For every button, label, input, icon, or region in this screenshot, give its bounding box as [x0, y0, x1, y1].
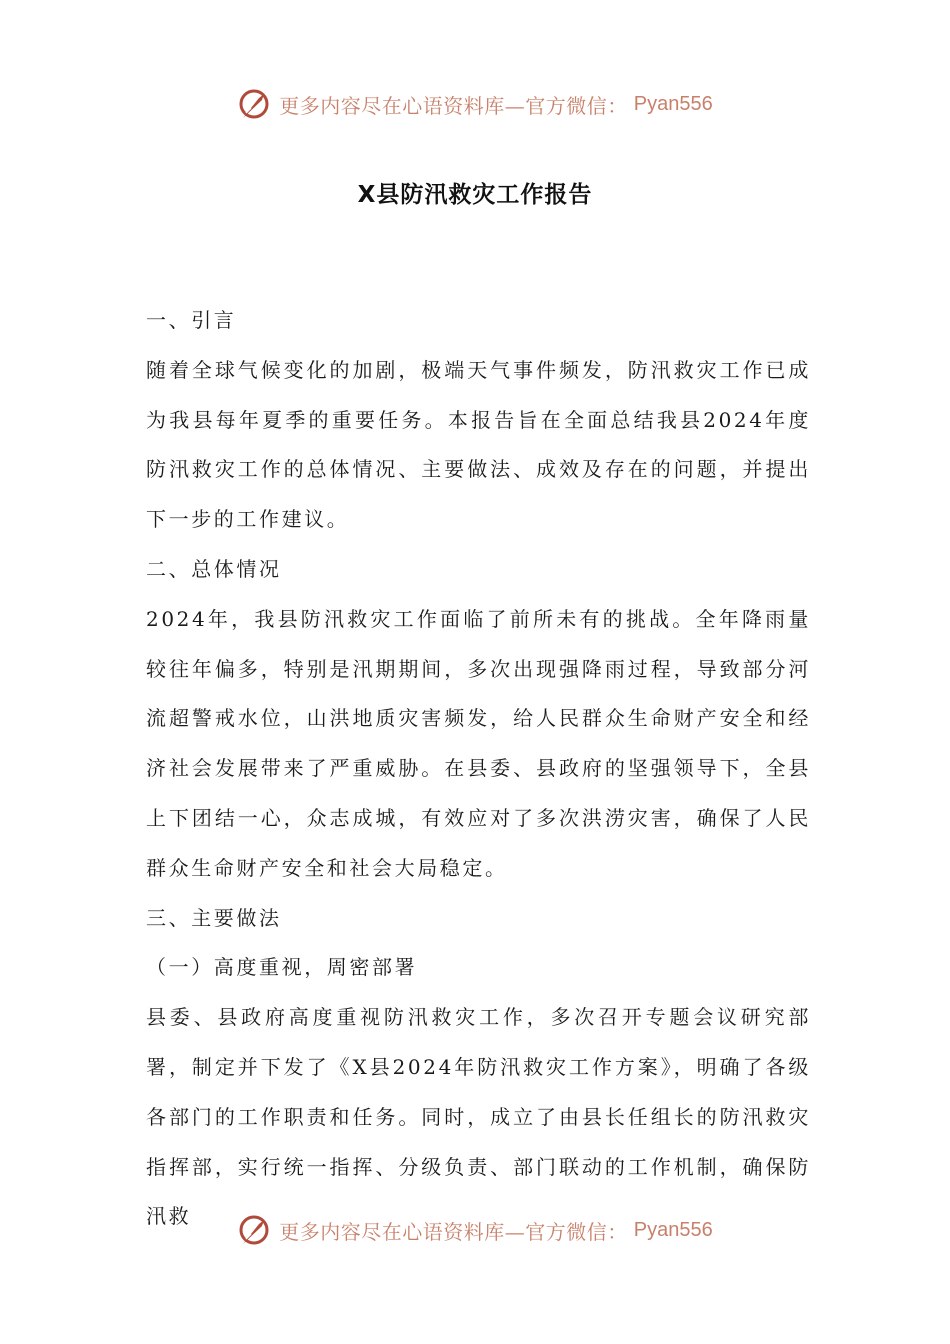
paragraph: 2024年，我县防汛救灾工作面临了前所未有的挑战。全年降雨量较往年偏多，特别是汛期期间，多次出现强降雨过程，导致部分河流超警戒水位，山洪地质灾害频发，给人民群众生命财产安全和经济社会发展带来了严重威胁。在县委、县政府的坚强领导下，全县上下团结一心，众志成城，有效应对了多次洪涝灾害，确保了人民群众生命财产安全和社会大局稳定。 — [146, 606, 811, 880]
watermark-text: 更多内容尽在心语资料库—官方微信： — [279, 1219, 628, 1244]
pen-logo-icon — [237, 1212, 273, 1248]
section-heading: 二、总体情况 — [146, 556, 282, 581]
watermark-wechat-id: Pyan556 — [633, 92, 713, 115]
watermark-footer — [0, 1208, 950, 1252]
subsection-heading: （一）高度重视，周密部署 — [146, 955, 418, 980]
watermark-header — [0, 82, 950, 126]
paragraph: 县委、县政府高度重视防汛救灾工作，多次召开专题会议研究部署，制定并下发了《X县2024年防汛救灾工作方案》，明确了各级各部门的工作职责和任务。同时，成立了由县长任组长的防汛救灾指挥部，实行统一指挥、分级负责、部门联动的工作机制，确保防汛救 — [146, 1005, 811, 1229]
watermark-wechat-id: Pyan556 — [633, 1218, 713, 1241]
pen-logo-icon — [237, 86, 273, 122]
section-heading: 三、主要做法 — [146, 905, 282, 930]
watermark-text: 更多内容尽在心语资料库—官方微信： — [279, 93, 628, 118]
document-body — [146, 296, 811, 1242]
paragraph: 随着全球气候变化的加剧，极端天气事件频发，防汛救灾工作已成为我县每年夏季的重要任务。本报告旨在全面总结我县2024年度防汛救灾工作的总体情况、主要做法、成效及存在的问题，并提出下一步的工作建议。 — [146, 357, 811, 532]
document-title: X县防汛救灾工作报告 — [357, 182, 593, 208]
section-heading: 一、引言 — [146, 308, 237, 332]
